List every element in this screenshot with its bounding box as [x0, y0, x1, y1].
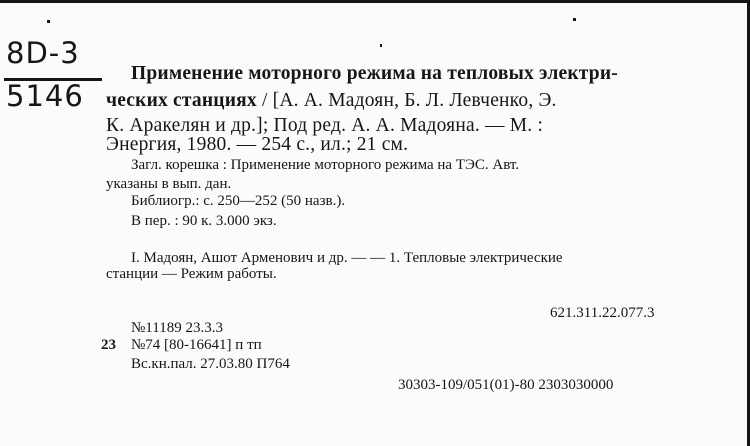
entry-title: Применение моторного режима на тепловых электри-: [131, 63, 618, 84]
note-spine-title-cont: указаны в вып. дан.: [106, 176, 232, 192]
note-bibliography: Библиогр.: с. 250—252 (50 назв.).: [131, 193, 346, 209]
chamber-date: Вс.кн.пал. 27.03.80 П764: [131, 356, 290, 372]
card-prefix: 23: [101, 337, 116, 353]
card-top-border: [0, 0, 750, 3]
classification-number: 621.311.22.077.3: [550, 305, 655, 321]
shelf-mark-bottom: 5146: [6, 79, 84, 113]
order-number: №11189 23.3.3: [131, 320, 223, 336]
entry-title-continuation: ческих станциях: [106, 90, 257, 111]
tracing-subject-cont: станции — Режим работы.: [106, 266, 277, 282]
card-number: №74 [80-16641] п тп: [131, 337, 262, 353]
entry-responsibility-1: / [А. А. Мадоян, Б. Л. Левченко, Э.: [256, 90, 557, 111]
specks: [380, 44, 382, 47]
shelf-mark-top: 8D-3: [6, 36, 80, 70]
tracing-authors-subjects: I. Мадоян, Ашот Арменович и др. — — 1. Тепловые электрические: [131, 250, 563, 266]
entry-title-continued: [106, 90, 557, 112]
book-code: 30303-109/051(01)-80 2303030000: [398, 377, 614, 393]
entry-responsibility-2: К. Аракелян и др.]; Под ред. А. А. Мадояна. — М. :: [106, 115, 544, 136]
entry-imprint: Энергия, 1980. — 254 с., ил.; 21 см.: [106, 134, 409, 155]
note-binding-price-run: В пер. : 90 к. 3.000 экз.: [131, 213, 277, 229]
specks: [573, 18, 576, 21]
note-spine-title: Загл. корешка : Применение моторного режима на ТЭС. Авт.: [131, 157, 520, 173]
specks: [47, 20, 50, 23]
